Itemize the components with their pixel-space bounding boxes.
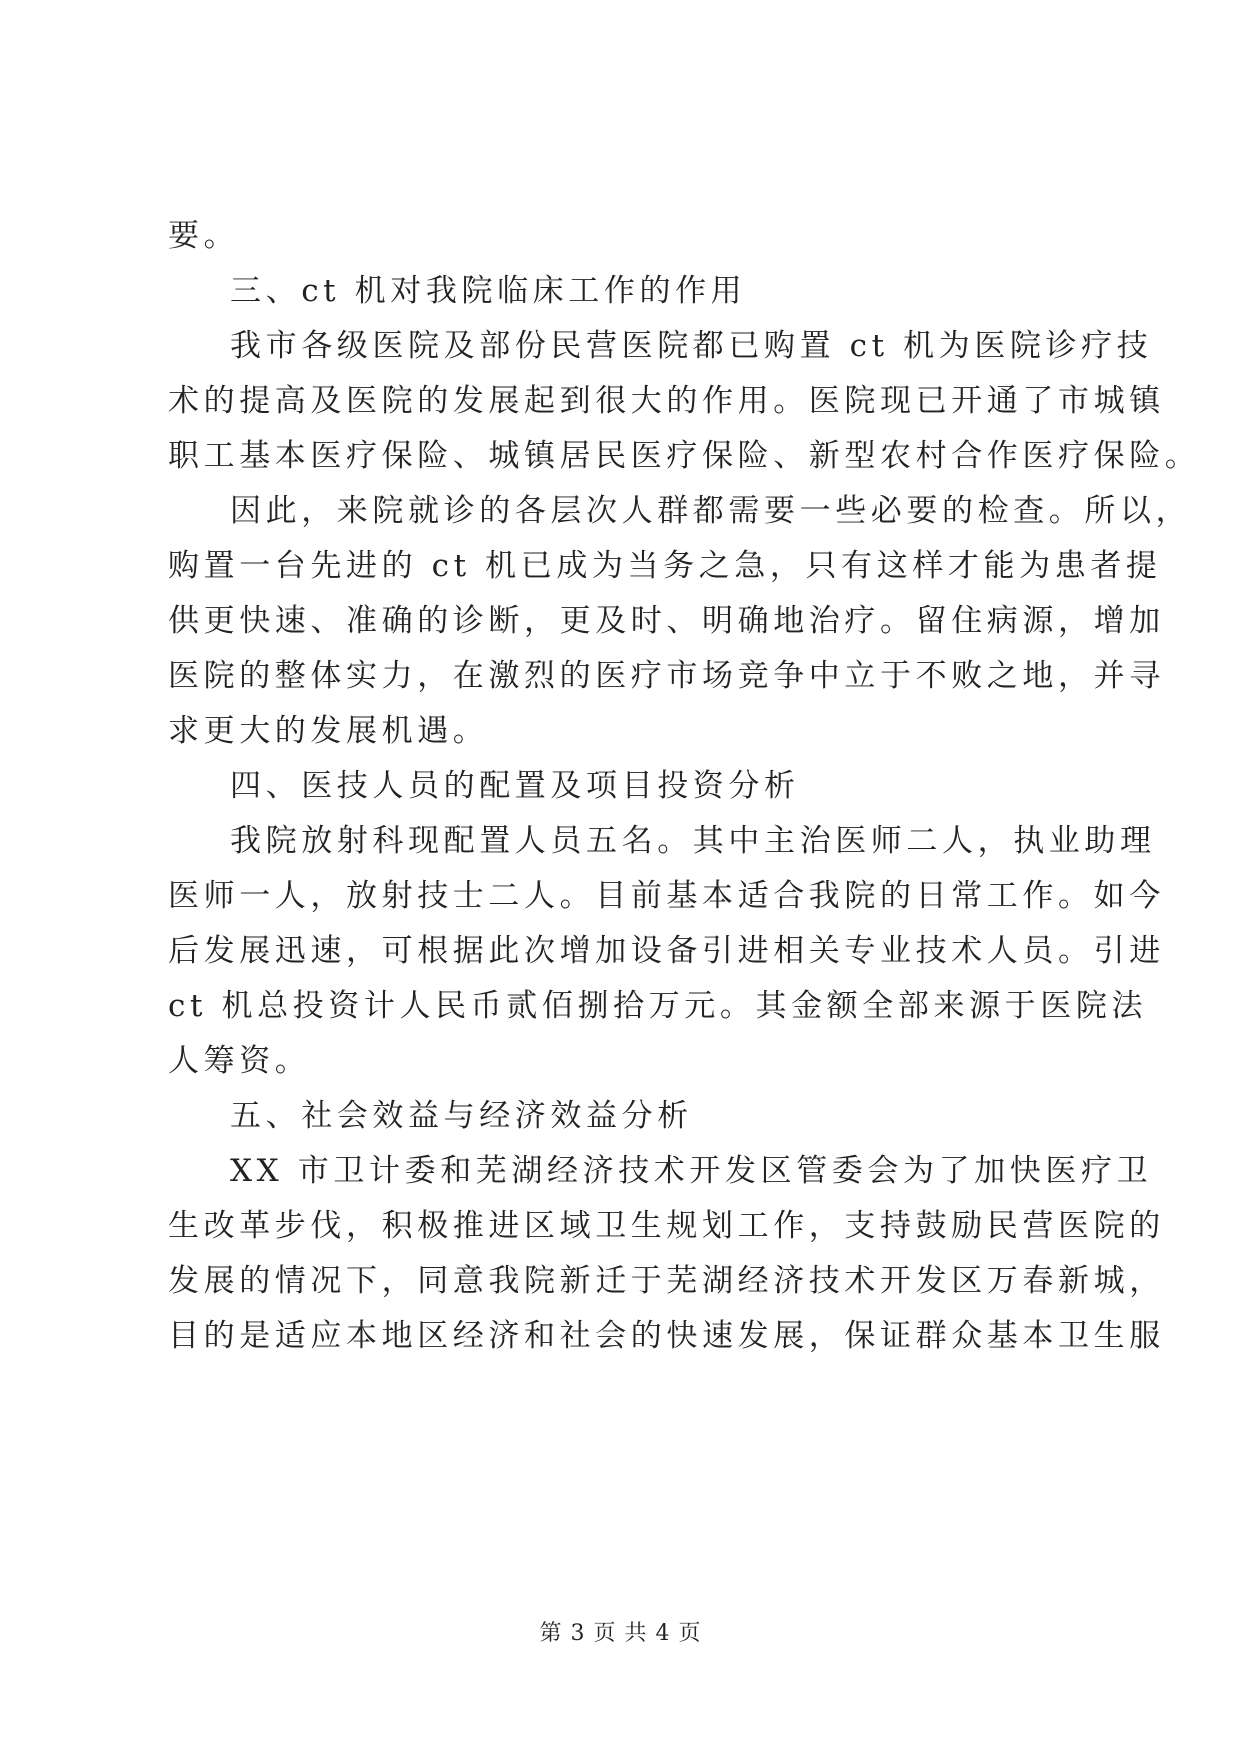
text-line: 人筹资。 xyxy=(168,1043,311,1079)
text-line: 我市各级医院及部份民营医院都已购置 ct 机为医院诊疗技 xyxy=(230,328,1153,364)
section-heading-4: 四、医技人员的配置及项目投资分析 xyxy=(230,768,800,804)
section-heading-5: 五、社会效益与经济效益分析 xyxy=(230,1098,693,1134)
text-line: 术的提高及医院的发展起到很大的作用。医院现已开通了市城镇 xyxy=(168,383,1165,419)
section-heading-3: 三、ct 机对我院临床工作的作用 xyxy=(230,273,747,309)
text-line: 求更大的发展机遇。 xyxy=(168,713,489,749)
text-line: 目的是适应本地区经济和社会的快速发展，保证群众基本卫生服 xyxy=(168,1318,1165,1354)
page-number-footer: 第 3 页 共 4 页 xyxy=(539,1621,702,1646)
text-line: 我院放射科现配置人员五名。其中主治医师二人，执业助理 xyxy=(230,823,1156,859)
text-line: 职工基本医疗保险、城镇居民医疗保险、新型农村合作医疗保险。 xyxy=(168,438,1201,474)
text-line: XX 市卫计委和芜湖经济技术开发区管委会为了加快医疗卫 xyxy=(230,1153,1153,1189)
text-line: ct 机总投资计人民币贰佰捌拾万元。其金额全部来源于医院法 xyxy=(168,988,1148,1024)
text-line: 后发展迅速，可根据此次增加设备引进相关专业技术人员。引进 xyxy=(168,933,1165,969)
text-line: 医师一人，放射技士二人。目前基本适合我院的日常工作。如今 xyxy=(168,878,1165,914)
text-line: 因此，来院就诊的各层次人群都需要一些必要的检查。所以， xyxy=(230,493,1192,529)
text-line: 要。 xyxy=(168,218,240,254)
text-line: 医院的整体实力，在激烈的医疗市场竞争中立于不败之地，并寻 xyxy=(168,658,1165,694)
text-line: 生改革步伐，积极推进区域卫生规划工作，支持鼓励民营医院的 xyxy=(168,1208,1165,1244)
text-line: 购置一台先进的 ct 机已成为当务之急，只有这样才能为患者提 xyxy=(168,548,1162,584)
text-line: 供更快速、准确的诊断，更及时、明确地治疗。留住病源，增加 xyxy=(168,603,1165,639)
text-line: 发展的情况下，同意我院新迁于芜湖经济技术开发区万春新城， xyxy=(168,1263,1165,1299)
